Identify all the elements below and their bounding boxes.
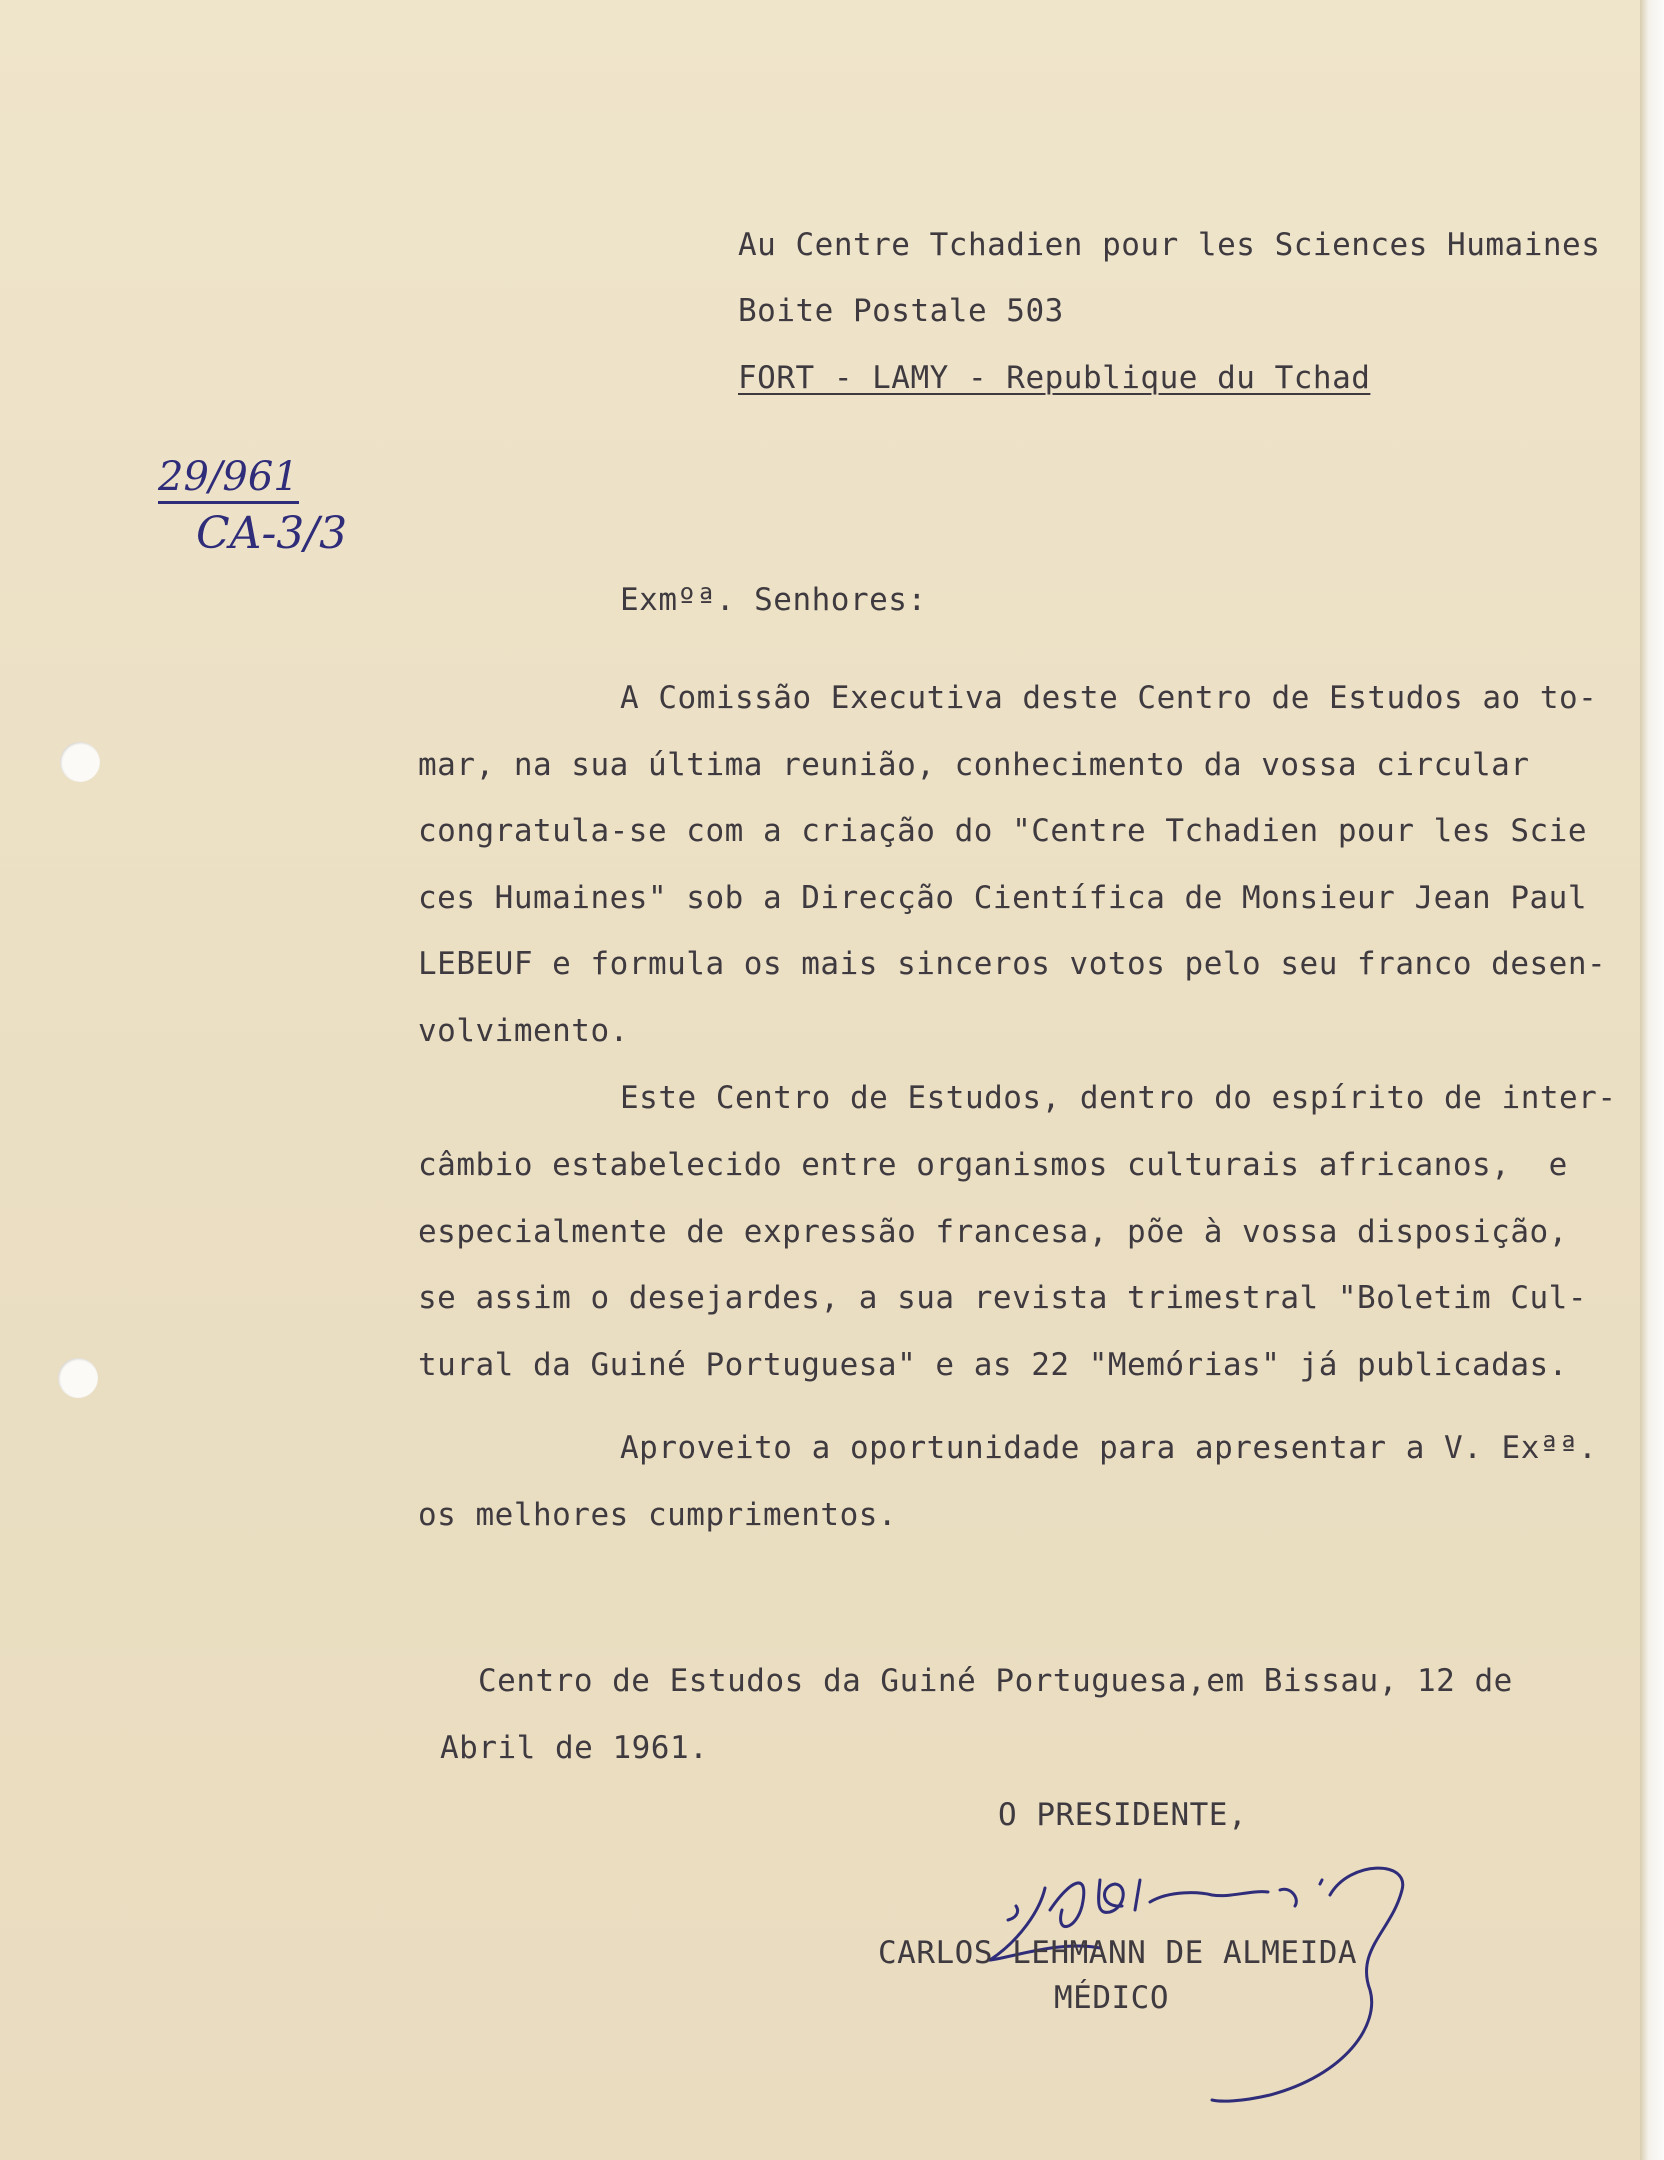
body-line: Aproveito a oportunidade para apresentar a V. Exªª. — [620, 1430, 1598, 1466]
signer-name: CARLOS LEHMANN DE ALMEIDA — [878, 1935, 1358, 1971]
place-date-line-1: Centro de Estudos da Guiné Portuguesa,em Bissau, 12 de — [478, 1663, 1513, 1699]
body-line: volvimento. — [418, 1013, 629, 1049]
paper-edge — [1640, 0, 1664, 2160]
signer-title: MÉDICO — [1054, 1980, 1169, 2016]
punch-hole-top — [60, 742, 100, 782]
address-line-2: Boite Postale 503 — [738, 293, 1064, 329]
body-line: ces Humaines" sob a Direcção Científica de Monsieur Jean Paul — [418, 880, 1587, 916]
salutation: Exmºª. Senhores: — [620, 582, 927, 618]
signer-role: O PRESIDENTE, — [998, 1797, 1248, 1833]
punch-hole-bottom — [58, 1358, 98, 1398]
body-line: especialmente de expressão francesa, põe à vossa disposição, — [418, 1214, 1568, 1250]
address-line-1: Au Centre Tchadien pour les Sciences Humaines — [738, 227, 1601, 263]
body-line: LEBEUF e formula os mais sinceros votos pelo seu franco desen- — [418, 946, 1607, 982]
body-line: câmbio estabelecido entre organismos culturais africanos, e — [418, 1147, 1568, 1183]
body-line: se assim o desejardes, a sua revista trimestral "Boletim Cul- — [418, 1280, 1587, 1316]
handwritten-reference-number: 29/961 — [158, 455, 299, 504]
address-line-3: FORT - LAMY - Republique du Tchad — [738, 360, 1371, 396]
body-line: A Comissão Executiva deste Centro de Estudos ao to- — [620, 680, 1598, 716]
body-line: mar, na sua última reunião, conhecimento da vossa circular — [418, 747, 1530, 783]
handwritten-reference-code: CA-3/3 — [196, 508, 348, 559]
body-line: tural da Guiné Portuguesa" e as 22 "Memórias" já publicadas. — [418, 1347, 1568, 1383]
place-date-line-2: Abril de 1961. — [440, 1730, 709, 1766]
body-line: congratula-se com a criação do "Centre Tchadien pour les Scie — [418, 813, 1587, 849]
body-line: os melhores cumprimentos. — [418, 1497, 898, 1533]
signature-scribble — [950, 1840, 1470, 2120]
body-line: Este Centro de Estudos, dentro do espírito de inter- — [620, 1080, 1617, 1116]
